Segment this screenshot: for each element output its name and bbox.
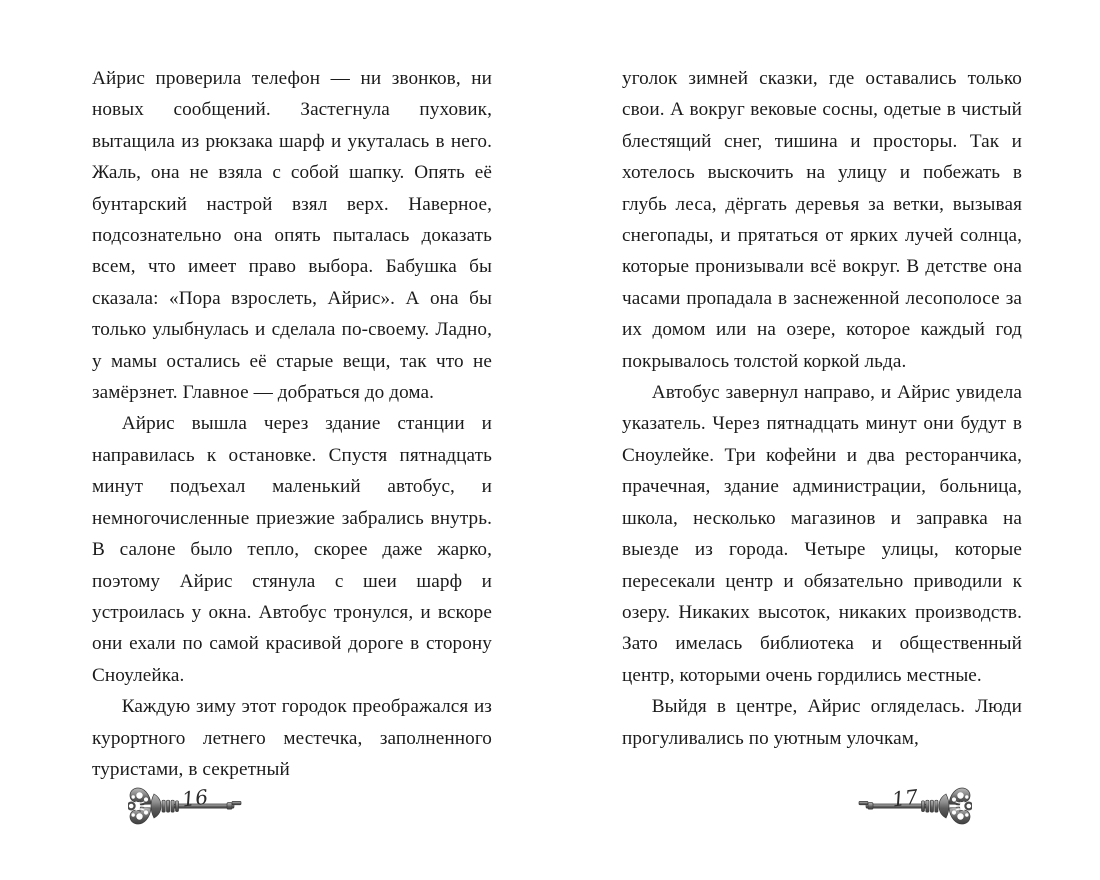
footer-ornament	[852, 784, 972, 828]
page-number: 16	[180, 784, 210, 812]
paragraph: уголок зимней сказки, где оставались только свои. А вокруг вековые сосны, одетые в чистый блестящий снег, тишина и просторы. Так и хотелось выскочить на улицу и побежать в глубь леса, дёргать деревья за ветки, вызывая снегопады, и прятаться от ярких лучей солнца, которые пронизывали всё вокруг. В детстве она часами пропадала в заснеженной лесополосе за их домом или на озере, которое каждый год покрывалось толстой коркой льда.	[622, 68, 1022, 372]
left-page-footer	[0, 784, 550, 844]
paragraph: Каждую зиму этот городок преображался из курортного летнего местечка, заполненного туристами, в секретный	[92, 696, 492, 780]
paragraph: Айрис вышла через здание станции и направилась к остановке. Спустя пятнадцать минут подъехал маленький автобус, и немногочисленные приезжие забрались внутрь. В салоне было тепло, скорее даже жарко, поэтому Айрис стянула с шеи шарф и устроилась у окна. Автобус тронулся, и вскоре они ехали по самой красивой дороге в сторону Сноулейка.	[92, 413, 492, 686]
paragraph: Автобус завернул направо, и Айрис увидела указатель. Через пятнадцать минут они будут в Сноулейке. Три кофейни и два ресторанчика, прачечная, здание администрации, больница, школа, несколько магазинов и заправка на выезде из города. Четыре улицы, которые пересекали центр и обязательно приводили к озеру. Никаких высоток, никаких производств. Зато имелась библиотека и общественный центр, которыми очень гордились местные.	[622, 382, 1022, 686]
page-number: 17	[890, 784, 920, 812]
right-page	[550, 0, 1100, 880]
left-page-text-column	[92, 63, 492, 785]
footer-ornament	[128, 784, 248, 828]
paragraph: Айрис проверила телефон — ни звонков, ни новых сообщений. Застегнула пуховик, вытащила из рюкзака шарф и укуталась в него. Жаль, она не взяла с собой шапку. Опять её бунтарский настрой взял верх. Наверное, подсознательно она опять пыталась доказать всем, что имеет право выбора. Бабушка бы сказала: «Пора взрослеть, Айрис». А она бы только улыбнулась и сделала по-своему. Ладно, у мамы остались её старые вещи, так что не замёрзнет. Главное — добраться до дома.	[92, 68, 492, 404]
paragraph: Выйдя в центре, Айрис огляделась. Люди прогуливались по уютным улочкам,	[622, 696, 1022, 749]
right-page-text-column	[622, 63, 1022, 754]
right-page-footer	[550, 784, 1100, 844]
